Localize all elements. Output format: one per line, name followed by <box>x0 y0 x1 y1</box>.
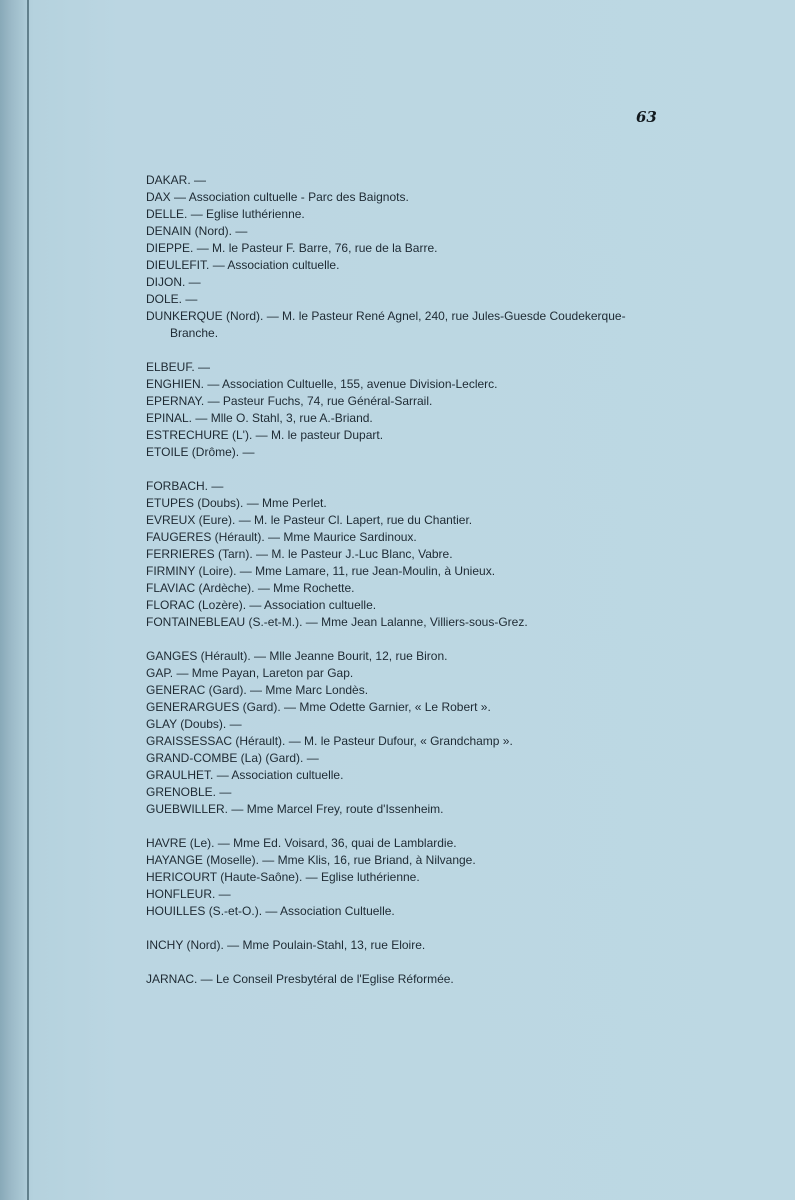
entry-detail: — Association Cultuelle, 155, avenue Division-Leclerc. <box>204 377 498 391</box>
entry-place: HOUILLES (S.-et-O.). <box>146 904 263 918</box>
entry <box>146 733 666 750</box>
entry-detail: — Mme Marcel Frey, route d'Issenheim. <box>228 802 444 816</box>
entry-detail: — Mme Maurice Sardinoux. <box>264 530 417 544</box>
entry-place: DIEULEFIT. <box>146 258 210 272</box>
entry-detail: — <box>215 887 231 901</box>
entry-place: GRAULHET. <box>146 768 214 782</box>
entry <box>146 240 666 257</box>
entry-detail: — Association cultuelle - Parc des Baignots. <box>170 190 409 204</box>
entry <box>146 699 666 716</box>
entry-detail: — Mme Perlet. <box>243 496 327 510</box>
entry-place: FIRMINY (Loire). <box>146 564 237 578</box>
entry-place: JARNAC. <box>146 972 198 986</box>
entry <box>146 393 666 410</box>
entry-place: GAP. <box>146 666 174 680</box>
entry <box>146 767 666 784</box>
entry-detail: — <box>190 173 207 187</box>
entry <box>146 308 666 342</box>
entry-detail: — M. le Pasteur René Agnel, 240, rue Jules-Guesde Coudekerque-Branche. <box>170 309 626 340</box>
entry <box>146 716 666 733</box>
entry-detail: — Mme Lamare, 11, rue Jean-Moulin, à Unieux. <box>236 564 496 578</box>
entry-place: GRAND-COMBE (La) (Gard). <box>146 751 304 765</box>
entry-place: GENERAC (Gard). <box>146 683 247 697</box>
group-e <box>146 359 666 461</box>
entry-detail: — Association cultuelle. <box>213 768 344 782</box>
entry-detail: — Association Cultuelle. <box>262 904 395 918</box>
entry-detail: — M. le Pasteur Cl. Lapert, rue du Chantier. <box>235 513 473 527</box>
entry-place: FORBACH. <box>146 479 209 493</box>
entry-detail: — M. le Pasteur J.-Luc Blanc, Vabre. <box>252 547 453 561</box>
entry-place: EPERNAY. <box>146 394 205 408</box>
gutter-line <box>27 0 29 1200</box>
entry-place: FERRIERES (Tarn). <box>146 547 253 561</box>
entry-place: DENAIN (Nord). <box>146 224 233 238</box>
entry-detail: — <box>303 751 319 765</box>
entry <box>146 291 666 308</box>
entry-detail: — Mlle O. Stahl, 3, rue A.-Briand. <box>192 411 373 425</box>
entry <box>146 563 666 580</box>
entry <box>146 903 666 920</box>
entry <box>146 223 666 240</box>
entry <box>146 784 666 801</box>
group-j <box>146 971 666 988</box>
entry <box>146 274 666 291</box>
entry-place: EPINAL. <box>146 411 193 425</box>
entry <box>146 682 666 699</box>
entry <box>146 410 666 427</box>
entry <box>146 376 666 393</box>
entry-place: GANGES (Hérault). <box>146 649 251 663</box>
entry <box>146 427 666 444</box>
entry-place: ESTRECHURE (L'). <box>146 428 253 442</box>
entry-detail: — Mme Poulain-Stahl, 13, rue Eloire. <box>223 938 426 952</box>
entry-place: FLAVIAC (Ardèche). <box>146 581 255 595</box>
entry-place: GRENOBLE. <box>146 785 217 799</box>
entry-place: DUNKERQUE (Nord). <box>146 309 264 323</box>
entry-place: ENGHIEN. <box>146 377 205 391</box>
entry-detail: — Mme Rochette. <box>254 581 355 595</box>
entry-detail: — Mme Jean Lalanne, Villiers-sous-Grez. <box>302 615 528 629</box>
entry-place: DAX <box>146 190 171 204</box>
entry <box>146 648 666 665</box>
entry <box>146 546 666 563</box>
entry-detail: — <box>185 275 201 289</box>
entry-place: ETOILE (Drôme). <box>146 445 240 459</box>
entry-detail: — Mme Marc Londès. <box>246 683 369 697</box>
entry-detail: — Association cultuelle. <box>246 598 377 612</box>
page-number: 63 <box>636 108 657 126</box>
entry-detail: — <box>232 224 248 238</box>
directory-list <box>146 172 666 1005</box>
entry-place: FONTAINEBLEAU (S.-et-M.). <box>146 615 303 629</box>
entry-detail: — <box>226 717 242 731</box>
entry <box>146 971 666 988</box>
entry <box>146 835 666 852</box>
entry-detail: — Mme Payan, Lareton par Gap. <box>173 666 354 680</box>
entry-place: FLORAC (Lozère). <box>146 598 247 612</box>
group-f <box>146 478 666 631</box>
entry-place: DIJON. <box>146 275 186 289</box>
entry-detail: — Mme Odette Garnier, « Le Robert ». <box>280 700 491 714</box>
book-gutter <box>0 0 28 1200</box>
entry-detail: — <box>194 360 211 374</box>
entry-detail: — Mme Ed. Voisard, 36, quai de Lamblardie. <box>214 836 457 850</box>
entry <box>146 869 666 886</box>
entry-place: DELLE. <box>146 207 188 221</box>
entry <box>146 665 666 682</box>
entry-place: DOLE. <box>146 292 183 306</box>
entry-place: DAKAR. <box>146 173 191 187</box>
entry-place: ETUPES (Doubs). <box>146 496 244 510</box>
entry <box>146 189 666 206</box>
entry <box>146 444 666 461</box>
entry-place: DIEPPE. <box>146 241 194 255</box>
entry-place: GLAY (Doubs). <box>146 717 227 731</box>
entry <box>146 580 666 597</box>
entry-detail: — M. le Pasteur Dufour, « Grandchamp ». <box>285 734 513 748</box>
entry-detail: — Mme Klis, 16, rue Briand, à Nilvange. <box>258 853 476 867</box>
group-h <box>146 835 666 920</box>
group-i <box>146 937 666 954</box>
entry-place: EVREUX (Eure). <box>146 513 236 527</box>
entry-detail: — Le Conseil Presbytéral de l'Eglise Réformée. <box>197 972 454 986</box>
entry-detail: — <box>216 785 232 799</box>
group-g <box>146 648 666 818</box>
entry-detail: — <box>182 292 198 306</box>
entry-detail: — M. le Pasteur F. Barre, 76, rue de la Barre. <box>193 241 438 255</box>
entry <box>146 495 666 512</box>
entry-place: FAUGERES (Hérault). <box>146 530 265 544</box>
entry <box>146 750 666 767</box>
entry <box>146 801 666 818</box>
entry <box>146 478 666 495</box>
entry-place: ELBEUF. <box>146 360 195 374</box>
entry <box>146 886 666 903</box>
entry-place: GRAISSESSAC (Hérault). <box>146 734 286 748</box>
entry-detail: — M. le pasteur Dupart. <box>252 428 384 442</box>
entry-detail: — Mlle Jeanne Bourit, 12, rue Biron. <box>250 649 448 663</box>
entry <box>146 359 666 376</box>
entry <box>146 257 666 274</box>
group-d <box>146 172 666 342</box>
entry <box>146 614 666 631</box>
entry-detail: — <box>208 479 224 493</box>
entry-place: INCHY (Nord). <box>146 938 224 952</box>
entry <box>146 206 666 223</box>
entry <box>146 597 666 614</box>
entry <box>146 512 666 529</box>
entry <box>146 529 666 546</box>
entry-place: HERICOURT (Haute-Saône). <box>146 870 303 884</box>
entry-place: GUEBWILLER. <box>146 802 229 816</box>
entry-detail: — Pasteur Fuchs, 74, rue Général-Sarrail. <box>204 394 433 408</box>
entry-place: HONFLEUR. <box>146 887 216 901</box>
entry <box>146 852 666 869</box>
entry-detail: — Association cultuelle. <box>209 258 340 272</box>
entry-detail: — Eglise luthérienne. <box>187 207 305 221</box>
entry <box>146 937 666 954</box>
entry-place: HAYANGE (Moselle). <box>146 853 259 867</box>
entry-place: HAVRE (Le). <box>146 836 215 850</box>
entry-detail: — <box>239 445 255 459</box>
entry-place: GENERARGUES (Gard). <box>146 700 281 714</box>
entry <box>146 172 666 189</box>
entry-detail: — Eglise luthérienne. <box>302 870 420 884</box>
